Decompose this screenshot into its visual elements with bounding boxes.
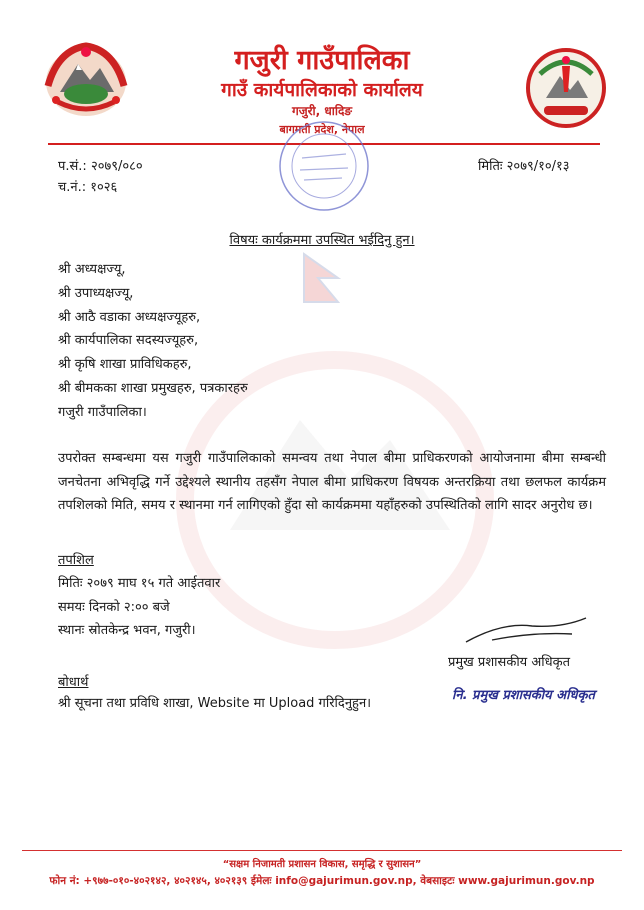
details-block — [58, 572, 220, 643]
recipient-item: श्री उपाध्यक्षज्यू, — [58, 285, 134, 301]
office-name: गाउँ कार्यपालिकाको कार्यालय — [221, 79, 423, 101]
recipient-item: श्री अध्यक्षज्यू, — [58, 262, 126, 277]
recipient-list — [58, 258, 248, 425]
letter-body: उपरोक्त सम्बन्धमा यस गजुरी गाउँपालिकाको समन्वय तथा नेपाल बीमा प्राधिकरणको आयोजनामा बीमा सम्बन्धी जनचेतना अभिवृद्धि गर्ने उद्देश्यले स्थानीय तहसँग नेपाल बीमा प्राधिकरण विषयक अन्तरक्रिया तथा छलफल कार्यक्रम तपशिलको मिति, समय र स्थानमा गर्न लागिएको हुँदा सो कार्यक्रममा यहाँहरुको उपस्थितिको लागि सादर अनुरोध छ। — [58, 451, 606, 513]
dispatch-number: च.नं.: १०२६ — [58, 180, 118, 195]
signatory-title: प्रमुख प्रशासकीय अधिकृत — [448, 655, 571, 670]
details-time: समयः दिनको २:०० बजे — [58, 599, 170, 615]
subject-text: विषयः कार्यक्रममा उपस्थित भईदिनु हुन। — [229, 233, 415, 248]
details-heading: तपशिल — [58, 553, 94, 568]
office-province: बागमती प्रदेश, नेपाल — [279, 123, 365, 136]
footer-motto: “सक्षम निजामती प्रशासन विकास, समृद्धि र सुशासन” — [222, 859, 422, 870]
footer-divider — [22, 850, 622, 851]
footer-contact: फोन नं: +९७७-०१०-४०२१४२, ४०२१४५, ४०२१३९ ईमेलः info@gajurimun.gov.np, वेबसाइटः www.gajurimun.gov.np — [49, 875, 595, 887]
recipient-item: श्री कृषि शाखा प्राविधिकहरु, — [58, 357, 192, 373]
reference-number: प.सं.: २०७९/०८० — [58, 159, 143, 174]
details-date: मितिः २०७९ माघ १५ गते आईतवार — [58, 576, 221, 591]
cc-line: श्री सूचना तथा प्रविधि शाखा, Website मा Upload गरिदिनुहुन। — [58, 696, 372, 711]
recipient-item: श्री कार्यपालिका सदस्यज्यूहरु, — [58, 333, 199, 349]
recipient-item: श्री आठै वडाका अध्यक्षज्यूहरु, — [58, 309, 201, 325]
nepal-flag-icon — [300, 250, 344, 310]
cc-heading: बोधार्थ — [58, 675, 89, 690]
organization-name: गजुरी गाउँपालिका — [234, 45, 410, 76]
official-stamp-icon — [276, 118, 372, 214]
office-address: गजुरी, धादिङ — [291, 104, 353, 118]
recipient-item: गजुरी गाउँपालिका। — [58, 404, 147, 420]
recipient-item: श्री बीमकका शाखा प्रमुखहरु, पत्रकारहरु — [58, 380, 248, 396]
signature-icon — [462, 612, 590, 648]
letter-date: मितिः २०७९/१०/१३ — [478, 159, 570, 174]
letter-subject — [0, 230, 644, 248]
details-place: स्थानः स्रोतकेन्द्र भवन, गजुरी। — [58, 623, 196, 638]
signatory-stamp: नि. प्रमुख प्रशासकीय अधिकृत — [452, 688, 595, 703]
